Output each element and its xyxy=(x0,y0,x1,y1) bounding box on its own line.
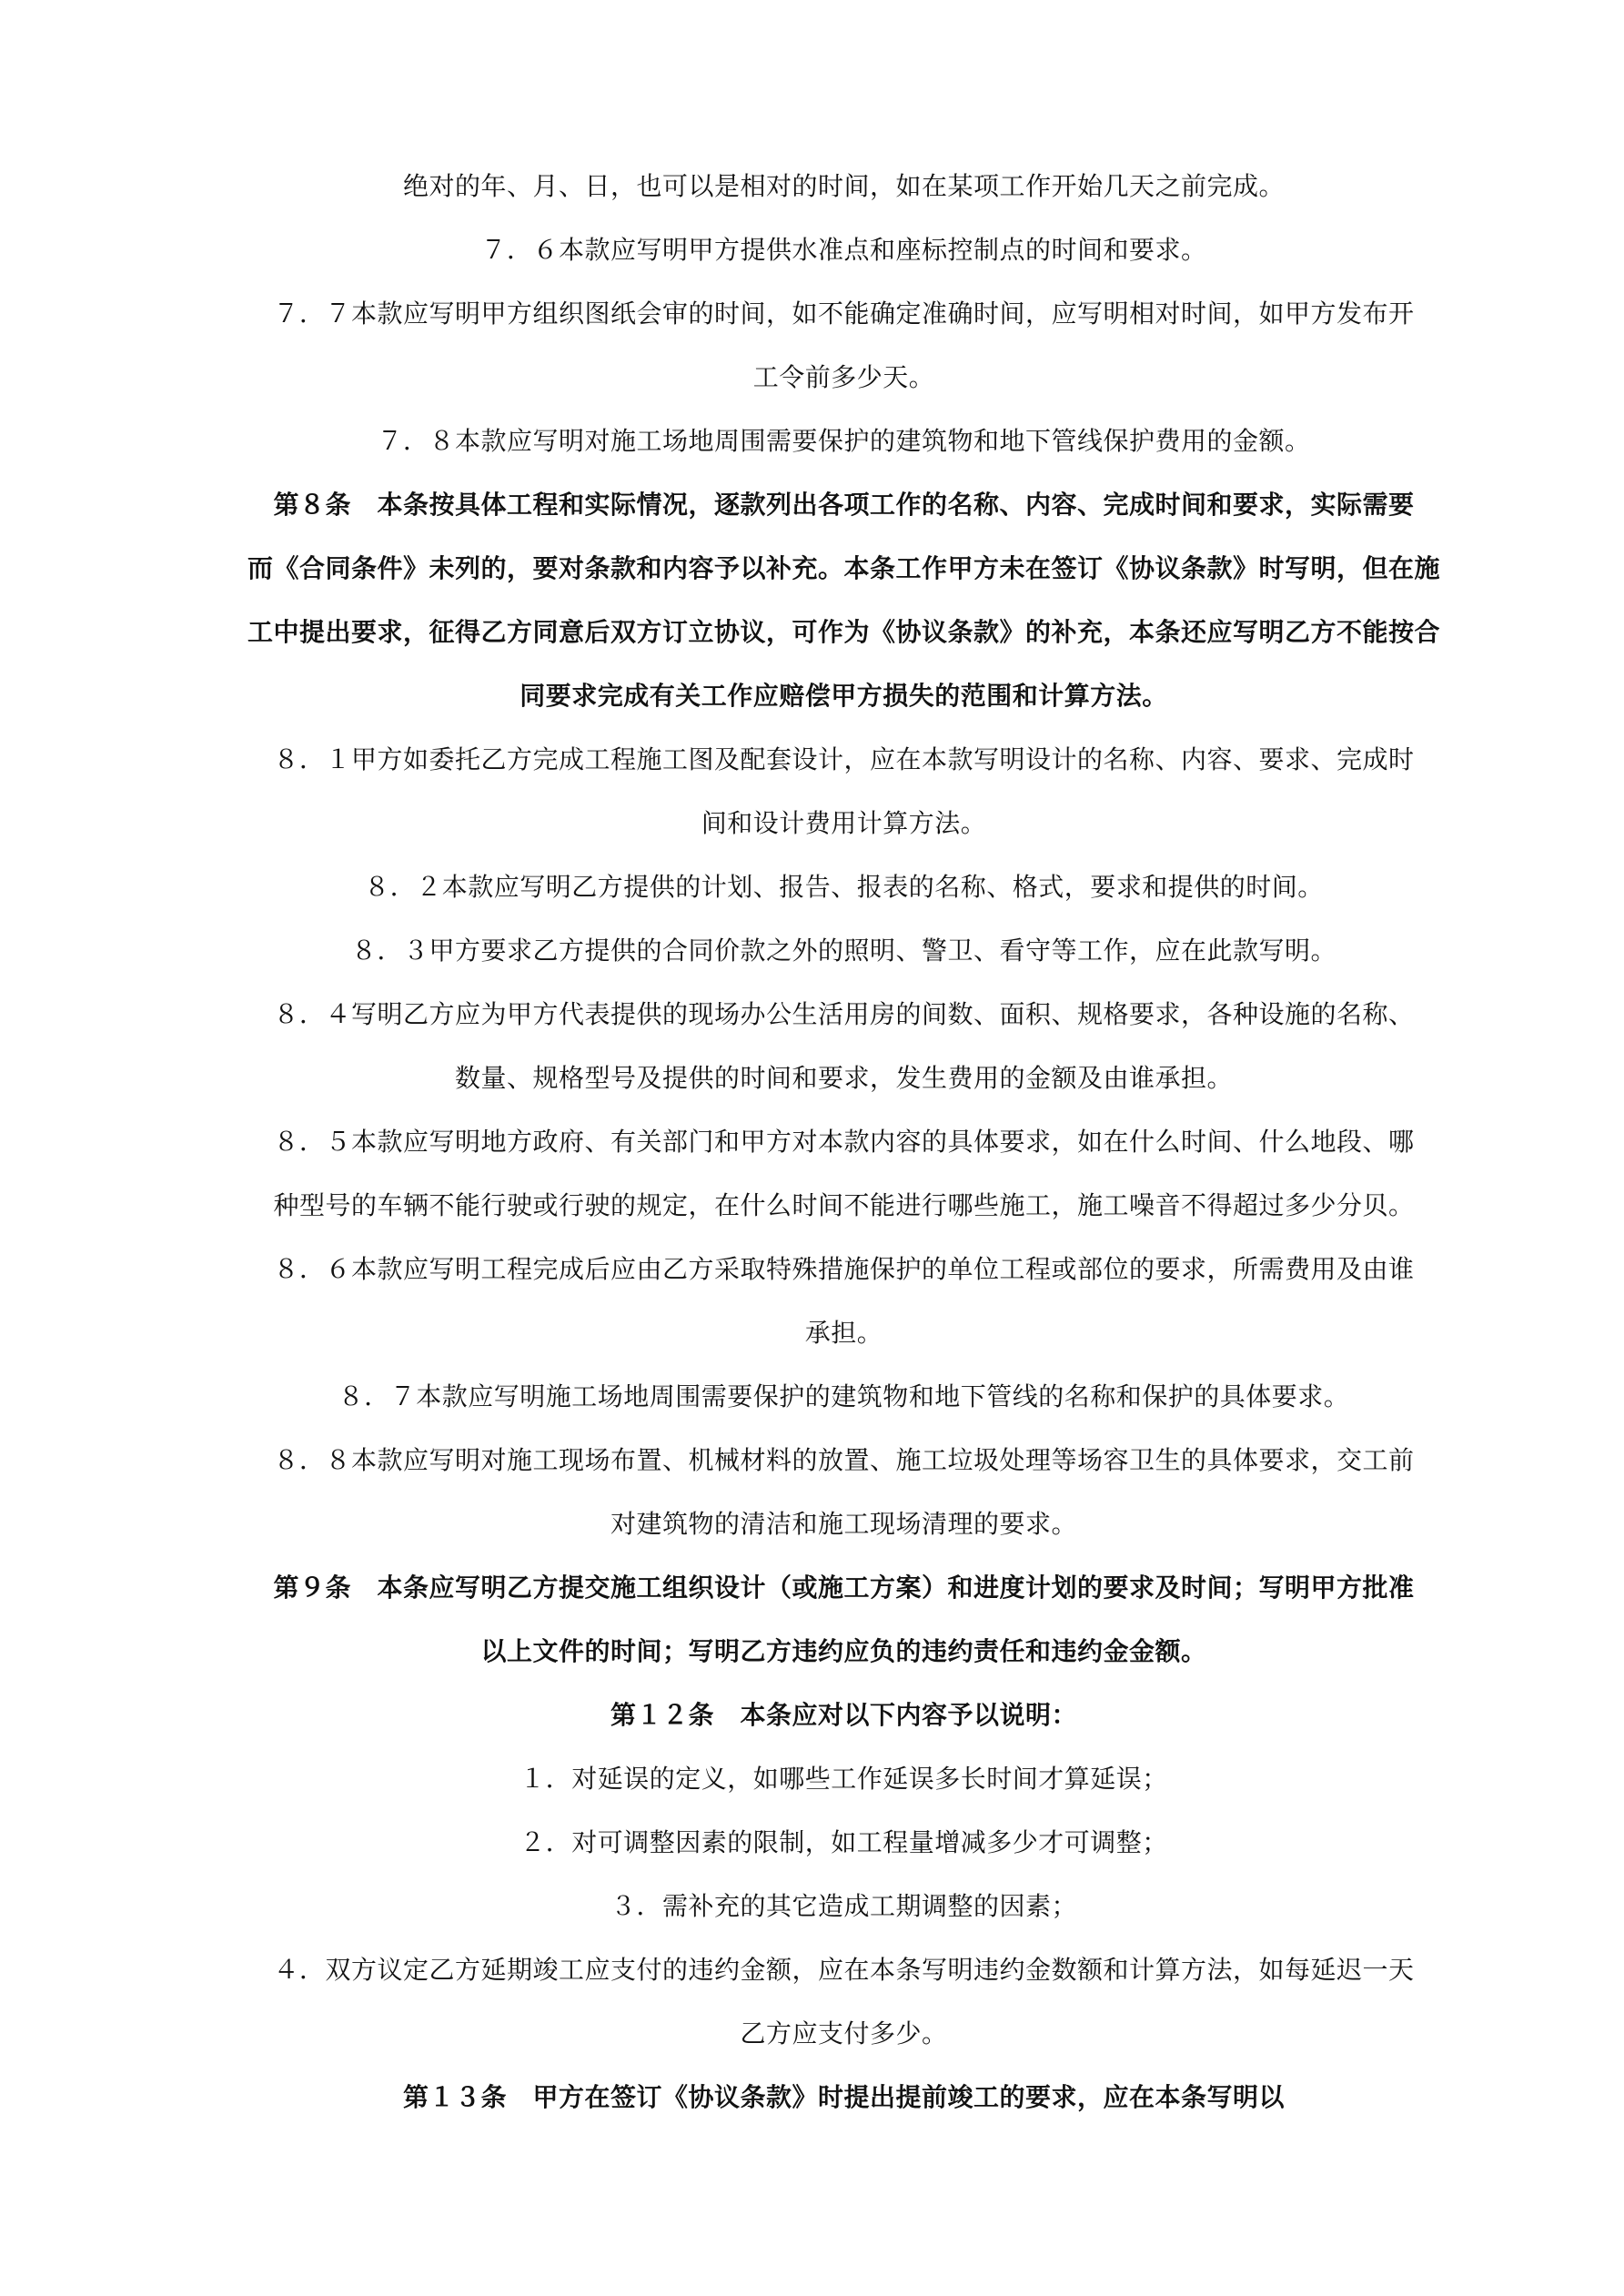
text-line: ２．对可调整因素的限制，如工程量增减多少才可调整； xyxy=(519,1827,1168,1857)
text-line: ８．５本款应写明地方政府、有关部门和甲方对本款内容的具体要求，如在什么时间、什么地段、哪 xyxy=(273,1127,1415,1157)
text-line: ８．８本款应写明对施工现场布置、机械材料的放置、施工垃圾处理等场容卫生的具体要求，交工前 xyxy=(273,1445,1415,1475)
article-heading-line: 第１３条 甲方在签订《协议条款》时提出提前竣工的要求，应在本条写明以 xyxy=(402,2082,1285,2112)
text-line: ３．需补充的其它造成工期调整的因素； xyxy=(610,1891,1077,1921)
text-line: 对建筑物的清洁和施工现场清理的要求。 xyxy=(610,1509,1077,1539)
article-heading-line: 第１２条 本条应对以下内容予以说明： xyxy=(610,1700,1077,1730)
text-line: ８．１甲方如委托乙方完成工程施工图及配套设计，应在本款写明设计的名称、内容、要求、完成时 xyxy=(273,744,1415,774)
text-line: 种型号的车辆不能行驶或行驶的规定，在什么时间不能进行哪些施工，施工噪音不得超过多少分贝。 xyxy=(273,1190,1415,1220)
document-body xyxy=(209,155,1478,2129)
text-line: ７．６本款应写明甲方提供水准点和座标控制点的时间和要求。 xyxy=(480,235,1207,265)
text-line: 数量、规格型号及提供的时间和要求，发生费用的金额及由谁承担。 xyxy=(454,1063,1233,1093)
text-line: 间和设计费用计算方法。 xyxy=(701,808,987,838)
text-line: 承担。 xyxy=(804,1318,883,1348)
text-line: １．对延误的定义，如哪些工作延误多长时间才算延误； xyxy=(519,1764,1168,1794)
text-line: ８．３甲方要求乙方提供的合同价款之外的照明、警卫、看守等工作，应在此款写明。 xyxy=(350,936,1337,966)
article-heading-line: 第８条 本条按具体工程和实际情况，逐款列出各项工作的名称、内容、完成时间和要求，实际需要 xyxy=(273,490,1415,520)
text-line: ７．８本款应写明对施工场地周围需要保护的建筑物和地下管线保护费用的金额。 xyxy=(377,426,1311,456)
article-heading-line: 而《合同条件》未列的，要对条款和内容予以补充。本条工作甲方未在签订《协议条款》时写明，但在施 xyxy=(247,553,1440,583)
text-line: 绝对的年、月、日，也可以是相对的时间，如在某项工作开始几天之前完成。 xyxy=(402,171,1285,201)
text-line: ４．双方议定乙方延期竣工应支付的违约金额，应在本条写明违约金数额和计算方法，如每延迟一天 xyxy=(273,1955,1415,1985)
text-line: ８．２本款应写明乙方提供的计划、报告、报表的名称、格式，要求和提供的时间。 xyxy=(364,872,1324,902)
text-line: ８．７本款应写明施工场地周围需要保护的建筑物和地下管线的名称和保护的具体要求。 xyxy=(338,1381,1350,1411)
article-heading-line: 以上文件的时间；写明乙方违约应负的违约责任和违约金金额。 xyxy=(480,1636,1207,1666)
article-heading-line: 同要求完成有关工作应赔偿甲方损失的范围和计算方法。 xyxy=(519,681,1168,711)
text-line: ７．７本款应写明甲方组织图纸会审的时间，如不能确定准确时间，应写明相对时间，如甲方发布开 xyxy=(273,298,1415,329)
text-line: ８．４写明乙方应为甲方代表提供的现场办公生活用房的间数、面积、规格要求，各种设施的名称、 xyxy=(273,999,1415,1029)
text-line: 工令前多少天。 xyxy=(752,362,935,392)
article-heading-line: 工中提出要求，征得乙方同意后双方订立协议，可作为《协议条款》的补充，本条还应写明乙方不能按合 xyxy=(247,617,1440,647)
article-heading-line: 第９条 本条应写明乙方提交施工组织设计（或施工方案）和进度计划的要求及时间；写明甲方批准 xyxy=(273,1573,1415,1603)
text-line: ８．６本款应写明工程完成后应由乙方采取特殊措施保护的单位工程或部位的要求，所需费用及由谁 xyxy=(273,1254,1415,1284)
text-line: 乙方应支付多少。 xyxy=(740,2018,948,2048)
